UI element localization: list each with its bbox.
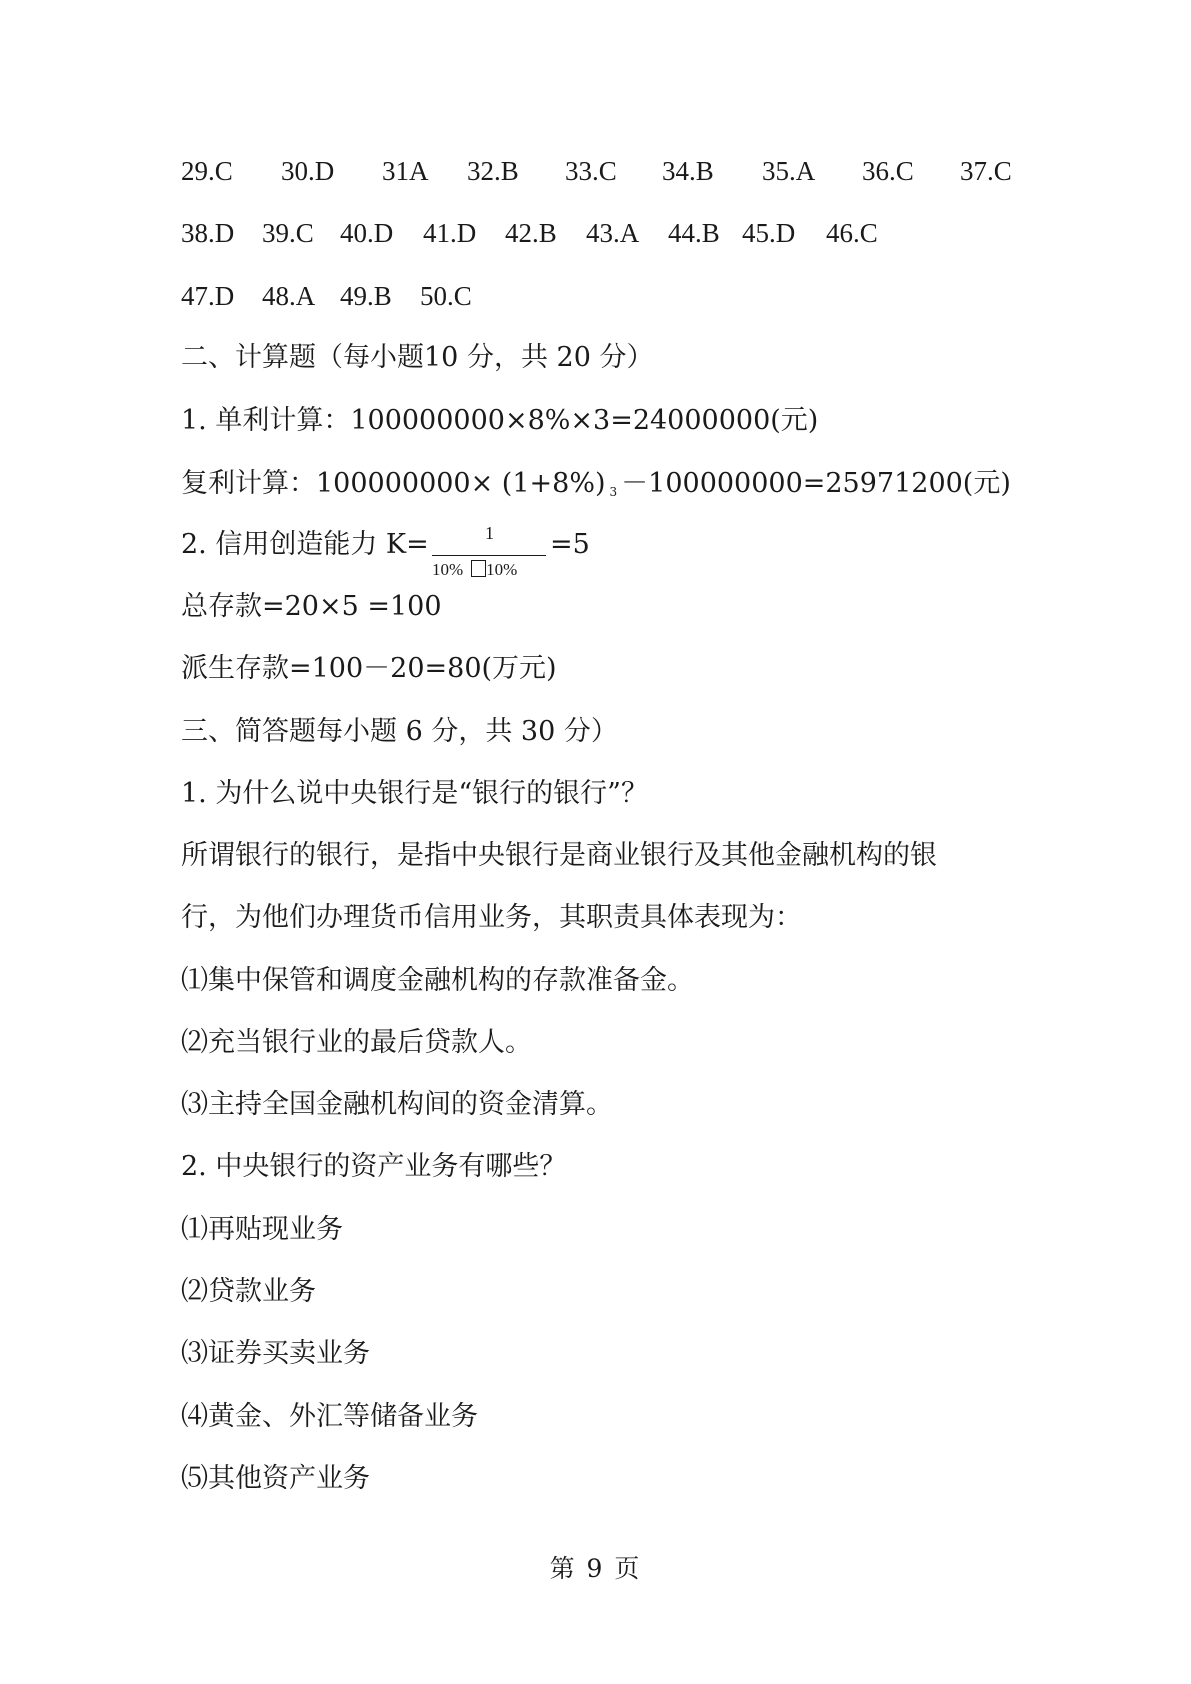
answer-31: 31A — [382, 156, 429, 186]
section-3-title: 三、简答题每小题 6 分，共 30 分） — [181, 716, 618, 747]
answer-41: 41.D — [423, 218, 477, 248]
answer-32: 32.B — [467, 156, 519, 186]
answer-48: 48.A — [262, 281, 316, 311]
answer-47: 47.D — [181, 281, 235, 311]
question-1-point-1: ⑴集中保管和调度金融机构的存款准备金。 — [181, 965, 694, 996]
answer-42: 42.B — [505, 218, 557, 248]
section-2-title: 二、计算题（每小题10 分，共 20 分） — [181, 342, 654, 373]
answer-40: 40.D — [340, 218, 394, 248]
fraction-bar — [432, 555, 546, 556]
answer-45: 45.D — [742, 218, 796, 248]
answer-44: 44.B — [668, 218, 720, 248]
question-1-text-line-2: 行，为他们办理货币信用业务，其职责具体表现为： — [181, 902, 802, 933]
answer-33: 33.C — [565, 156, 617, 186]
answer-50: 50.C — [420, 281, 472, 311]
compound-interest-exponent: 3 — [609, 485, 618, 499]
compound-interest-result: －100000000=25971200(元) — [621, 468, 1011, 499]
missing-symbol-box — [471, 560, 486, 577]
page-number-footer: 第 9 页 — [549, 1554, 642, 1583]
question-2-point-5: ⑸其他资产业务 — [181, 1463, 370, 1494]
credit-creation-result: =5 — [550, 529, 590, 560]
answer-30: 30.D — [281, 156, 335, 186]
total-deposit: 总存款=20×5 =100 — [181, 591, 442, 622]
answer-29: 29.C — [181, 156, 233, 186]
question-2-point-3: ⑶证券买卖业务 — [181, 1338, 370, 1369]
question-1-point-2: ⑵充当银行业的最后贷款人。 — [181, 1027, 532, 1058]
question-1-title: 1. 为什么说中央银行是“银行的银行”？ — [181, 778, 648, 809]
question-2-point-4: ⑷黄金、外汇等储备业务 — [181, 1401, 478, 1432]
simple-interest-calc: 1. 单利计算：100000000×8%×3=24000000(元) — [181, 405, 819, 436]
fraction-numerator: 1 — [485, 523, 494, 543]
denominator-term-1: 10% — [432, 560, 464, 579]
answer-39: 39.C — [262, 218, 314, 248]
compound-interest-calc — [181, 466, 1011, 510]
question-2-title: 2. 中央银行的资产业务有哪些？ — [181, 1151, 567, 1182]
question-1-text-line-1: 所谓银行的银行，是指中央银行是商业银行及其他金融机构的银 — [181, 840, 937, 871]
answer-43: 43.A — [586, 218, 640, 248]
answer-49: 49.B — [340, 281, 392, 311]
derived-deposit: 派生存款=100－20=80(万元) — [181, 653, 557, 684]
answer-34: 34.B — [662, 156, 714, 186]
credit-creation-prefix: 2. 信用创造能力 K= — [181, 529, 429, 560]
answer-38: 38.D — [181, 218, 235, 248]
fraction-denominator — [432, 560, 517, 580]
question-2-point-2: ⑵贷款业务 — [181, 1276, 316, 1307]
answer-36: 36.C — [862, 156, 914, 186]
answer-37: 37.C — [960, 156, 1012, 186]
question-1-point-3: ⑶主持全国金融机构间的资金清算。 — [181, 1089, 613, 1120]
question-2-point-1: ⑴再贴现业务 — [181, 1214, 343, 1245]
answer-35: 35.A — [762, 156, 816, 186]
answer-46: 46.C — [826, 218, 878, 248]
compound-interest-prefix: 复利计算：100000000× (1+8%) — [181, 468, 606, 499]
denominator-term-2: 10% — [486, 560, 518, 579]
